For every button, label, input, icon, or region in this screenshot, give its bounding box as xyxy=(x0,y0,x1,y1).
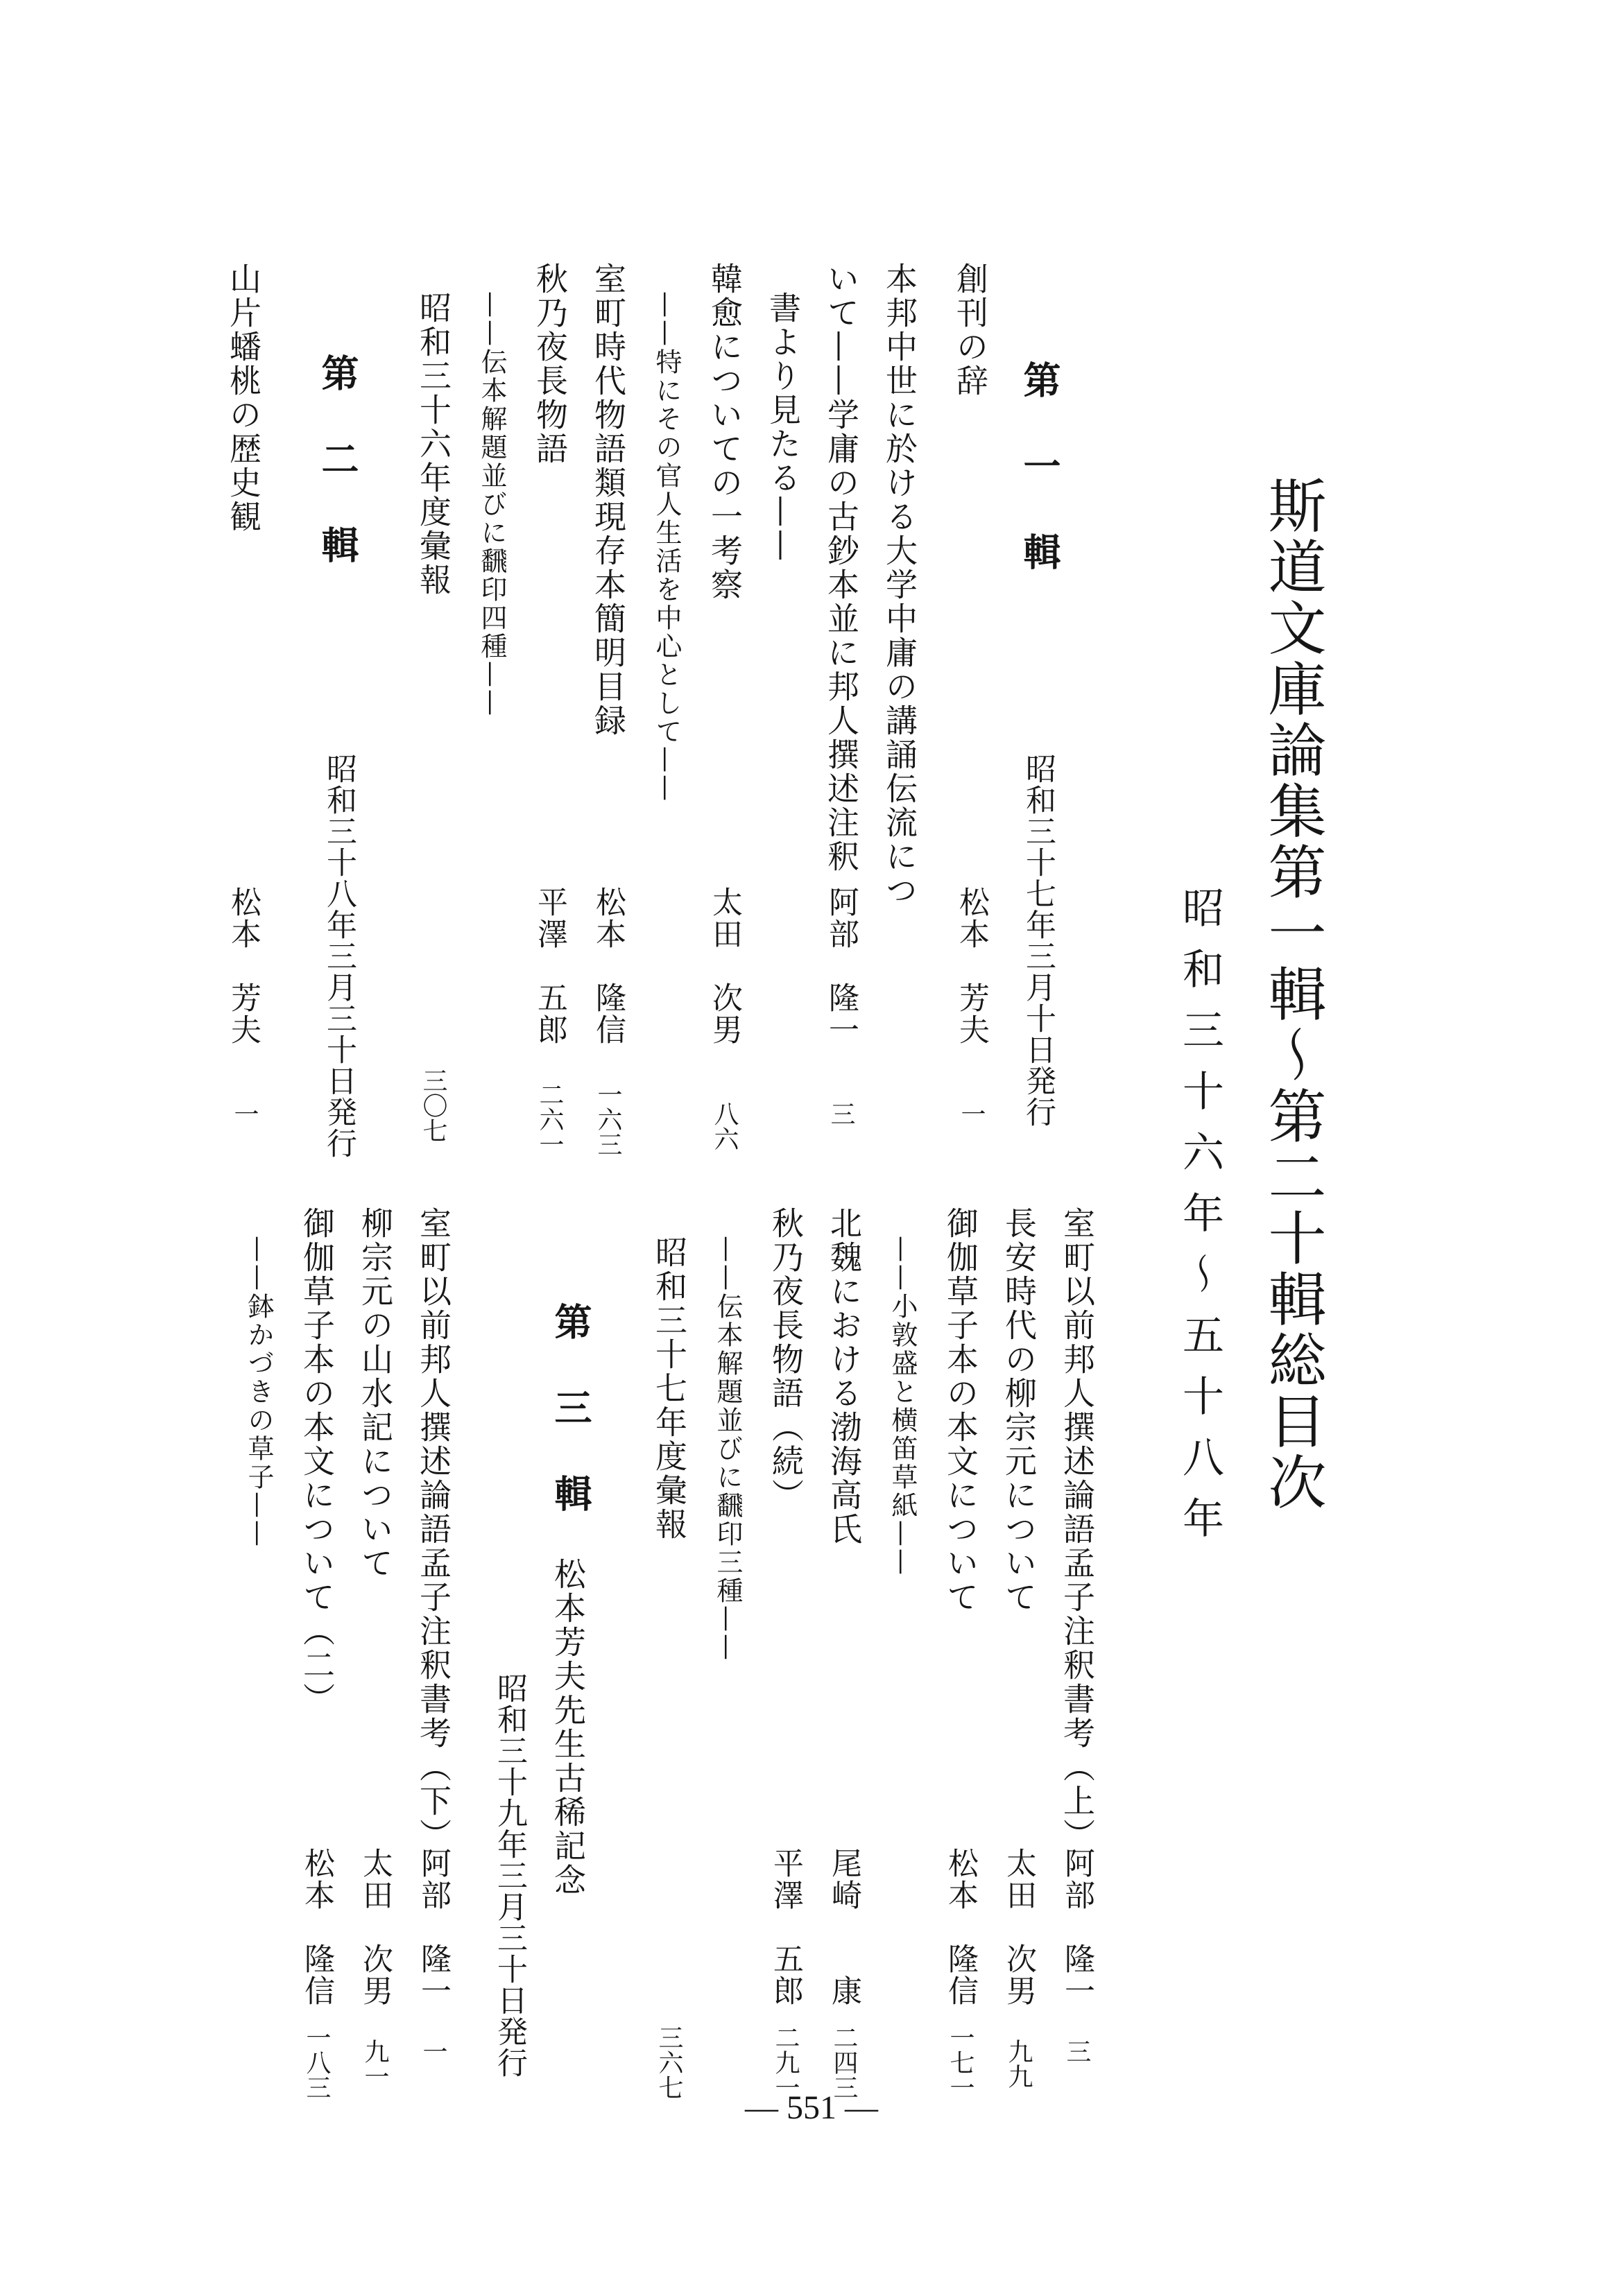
entry-title: 北魏における渤海高氏 xyxy=(825,1207,863,1546)
volume-1-publication: 昭和三十七年三月十日発行 xyxy=(1020,753,1056,1128)
entry-title: 室町以前邦人撰述論語孟子注釈書考（下） xyxy=(415,1207,452,1852)
entry-subtitle: ——伝本解題並びに飜印三種—— xyxy=(712,1236,743,1662)
document-title: 斯道文庫論集第一輯〜第二十輯総目次 xyxy=(1259,476,1327,1513)
entry-author: 松本 芳夫 xyxy=(954,886,989,1046)
entry-subtitle: ——小敦盛と横笛草紙—— xyxy=(887,1236,918,1577)
entry-title: 創刊の辞 xyxy=(952,262,989,398)
entry-author: 阿部 隆一 xyxy=(823,886,859,1046)
entry-title: 秋乃夜長物語 xyxy=(531,262,569,466)
entry-title: 室町時代物語類現存本簡明目録 xyxy=(590,262,627,738)
volume-2-heading: 第二輯 xyxy=(316,354,360,612)
volume-1-heading: 第一輯 xyxy=(1017,361,1062,619)
entry-subtitle: ——特にその官人生活を中心として—— xyxy=(651,291,682,803)
entry-title-continuation: 書より見たる—— xyxy=(764,291,802,563)
entry-page: 一八三 xyxy=(302,2025,331,2100)
entry-page: 三 xyxy=(827,1101,855,1126)
volume-3-commemoration: 松本芳夫先生古稀記念 xyxy=(549,1557,587,1897)
entry-author: 太田 次男 xyxy=(357,1847,393,2007)
entry-title: 本邦中世に於ける大学中庸の講誦伝流につ xyxy=(881,262,918,908)
entry-page: 一 xyxy=(230,1101,259,1126)
document-subtitle: 昭和三十六年〜五十八年 xyxy=(1176,886,1224,1557)
entry-subtitle: ——伝本解題並びに飜印四種—— xyxy=(476,291,507,718)
entry-page: 一七一 xyxy=(946,2025,974,2100)
entry-author: 太田 次男 xyxy=(1001,1847,1036,2007)
entry-page: 二四三 xyxy=(830,2025,858,2100)
entry-author: 平澤 五郎 xyxy=(532,886,567,1046)
volume-2-publication: 昭和三十八年三月三十日発行 xyxy=(321,753,357,1159)
entry-title: 昭和三十六年度彙報 xyxy=(415,291,452,597)
entry-page: 一 xyxy=(419,2039,447,2064)
entry-title: 秋乃夜長物語（続） xyxy=(767,1207,805,1512)
entry-title: 室町以前邦人撰述論語孟子注釈書考（上） xyxy=(1058,1207,1096,1852)
entry-page: 一六三 xyxy=(594,1082,622,1157)
entry-title: 柳宗元の山水記について xyxy=(357,1207,394,1580)
entry-author: 尾崎 康 xyxy=(826,1847,861,2007)
entry-page: 二六一 xyxy=(535,1082,564,1157)
entry-page: 九九 xyxy=(1004,2039,1033,2089)
entry-author: 松本 芳夫 xyxy=(225,886,261,1046)
entry-title: 昭和三十七年度彙報 xyxy=(651,1236,688,1542)
entry-author: 太田 次男 xyxy=(707,886,742,1046)
entry-page: 三六七 xyxy=(655,2025,683,2100)
entry-author: 松本 隆信 xyxy=(943,1847,978,2007)
entry-title: 長安時代の柳宗元について xyxy=(1000,1207,1038,1614)
entry-title: 韓愈についての一考察 xyxy=(706,262,744,602)
volume-3-heading: 第三輯 xyxy=(549,1302,593,1560)
page-number: — 551 — xyxy=(745,2089,878,2126)
entry-page: 一 xyxy=(957,1101,986,1126)
entry-page: 八六 xyxy=(710,1101,739,1151)
entry-title-continuation: いて——学庸の古鈔本並に邦人撰述注釈 xyxy=(823,262,860,874)
entry-author: 松本 隆信 xyxy=(590,886,626,1046)
entry-title: 御伽草子本の本文について（二） xyxy=(298,1207,336,1716)
entry-page: 三〇七 xyxy=(419,1068,447,1143)
volume-3-publication: 昭和三十九年三月三十日発行 xyxy=(492,1673,527,2078)
entry-page: 九一 xyxy=(361,2039,389,2089)
entry-page: 三 xyxy=(1063,2039,1091,2064)
entry-author: 阿部 隆一 xyxy=(1059,1847,1094,2007)
entry-author: 阿部 隆一 xyxy=(415,1847,451,2007)
entry-subtitle: ——鉢かづきの草子—— xyxy=(243,1236,274,1548)
entry-author: 平澤 五郎 xyxy=(768,1847,803,2007)
entry-title: 御伽草子本の本文について xyxy=(942,1207,979,1614)
entry-author: 松本 隆信 xyxy=(299,1847,334,2007)
entry-title: 山片蟠桃の歴史観 xyxy=(225,262,262,534)
entry-page: 二九一 xyxy=(771,2025,800,2100)
